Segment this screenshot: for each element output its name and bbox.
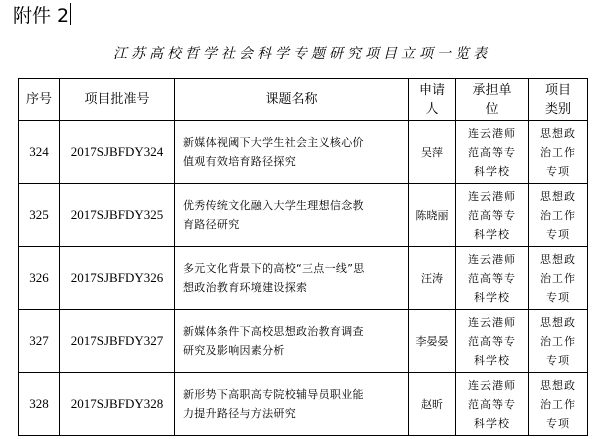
cell-seq: 328: [19, 373, 60, 436]
header-seq: 序号: [19, 79, 60, 121]
cell-unit-line3: 科学校: [474, 353, 510, 367]
cell-name-line2: 值观有效培育路径探究: [183, 155, 296, 168]
cell-type-line1: 思想政: [540, 378, 576, 392]
cell-unit-line2: 范高等专: [468, 397, 516, 411]
cell-seq: 324: [19, 121, 60, 184]
cell-name: [175, 184, 409, 247]
cell-seq: 327: [19, 310, 60, 373]
cell-code: 2017SJBFDY325: [60, 184, 175, 247]
cell-seq: 326: [19, 247, 60, 310]
cell-name-line1: 新媒体条件下高校思想政治教育调查: [183, 325, 364, 338]
table-row: [19, 121, 588, 184]
header-unit-line2: 位: [485, 101, 499, 117]
table-row: [19, 310, 588, 373]
header-type-line1: 项目: [544, 82, 571, 98]
header-name: 课题名称: [175, 79, 409, 121]
cell-unit-line1: 连云港师: [468, 252, 516, 266]
cell-unit: [456, 373, 529, 436]
cell-type-line3: 专项: [546, 353, 570, 367]
attachment-text: 附件 2: [13, 5, 70, 27]
text-cursor: [70, 3, 71, 25]
header-type: [529, 79, 588, 121]
cell-unit-line1: 连云港师: [468, 126, 516, 140]
header-applicant-line2: 人: [425, 101, 439, 117]
cell-type-line1: 思想政: [540, 126, 576, 140]
cell-applicant: 吴萍: [409, 121, 456, 184]
cell-unit-line1: 连云港师: [468, 378, 516, 392]
cell-applicant: 汪涛: [409, 247, 456, 310]
header-applicant-line1: 申请: [418, 82, 445, 98]
cell-name-line1: 优秀传统文化融入大学生理想信念教: [183, 199, 364, 212]
cell-type-line2: 治工作: [540, 397, 576, 411]
cell-name-line2: 研究及影响因素分析: [183, 344, 285, 357]
header-code: 项目批准号: [60, 79, 175, 121]
cell-name-line2: 力提升路径与方法研究: [183, 407, 296, 420]
cell-unit-line2: 范高等专: [468, 145, 516, 159]
cell-type: [529, 310, 588, 373]
document-title: 江苏高校哲学社会科学专题研究项目立项一览表: [113, 46, 491, 62]
cell-unit-line3: 科学校: [474, 416, 510, 430]
cell-code: 2017SJBFDY326: [60, 247, 175, 310]
cell-name: [175, 247, 409, 310]
table-header-row: [19, 79, 588, 121]
cell-type: [529, 121, 588, 184]
cell-code: 2017SJBFDY328: [60, 373, 175, 436]
cell-type-line3: 专项: [546, 290, 570, 304]
table-row: [19, 247, 588, 310]
cell-code: 2017SJBFDY327: [60, 310, 175, 373]
cell-unit-line3: 科学校: [474, 227, 510, 241]
cell-type-line1: 思想政: [540, 189, 576, 203]
cell-type-line2: 治工作: [540, 145, 576, 159]
cell-unit-line2: 范高等专: [468, 334, 516, 348]
cell-type-line1: 思想政: [540, 315, 576, 329]
header-unit-line1: 承担单: [472, 82, 512, 98]
cell-type: [529, 247, 588, 310]
cell-applicant: 李晏晏: [409, 310, 456, 373]
cell-unit-line2: 范高等专: [468, 271, 516, 285]
cell-unit-line3: 科学校: [474, 290, 510, 304]
cell-name: [175, 310, 409, 373]
header-type-line2: 类别: [544, 101, 571, 117]
cell-applicant: 陈晓丽: [409, 184, 456, 247]
cell-type-line1: 思想政: [540, 252, 576, 266]
cell-unit: [456, 247, 529, 310]
project-table: [18, 78, 588, 436]
header-applicant: [409, 79, 456, 121]
cell-type-line3: 专项: [546, 227, 570, 241]
cell-unit: [456, 121, 529, 184]
cell-name-line2: 育路径研究: [183, 218, 240, 231]
header-unit: [456, 79, 529, 121]
table-row: [19, 184, 588, 247]
table-row: [19, 373, 588, 436]
cell-type-line3: 专项: [546, 416, 570, 430]
cell-unit: [456, 184, 529, 247]
cell-code: 2017SJBFDY324: [60, 121, 175, 184]
cell-applicant: 赵昕: [409, 373, 456, 436]
cell-unit-line1: 连云港师: [468, 315, 516, 329]
cell-unit: [456, 310, 529, 373]
cell-name: [175, 373, 409, 436]
cell-type: [529, 184, 588, 247]
cell-type-line2: 治工作: [540, 208, 576, 222]
cell-unit-line1: 连云港师: [468, 189, 516, 203]
cell-type-line2: 治工作: [540, 271, 576, 285]
cell-unit-line2: 范高等专: [468, 208, 516, 222]
attachment-label: [13, 3, 71, 28]
cell-name-line1: 多元文化背景下的高校“三点一线”思: [183, 262, 365, 275]
cell-name-line2: 想政治教育环境建设探索: [183, 281, 308, 294]
cell-type-line2: 治工作: [540, 334, 576, 348]
cell-name: [175, 121, 409, 184]
cell-type-line3: 专项: [546, 164, 570, 178]
cell-seq: 325: [19, 184, 60, 247]
cell-type: [529, 373, 588, 436]
cell-name-line1: 新形势下高职高专院校辅导员职业能: [183, 388, 364, 401]
cell-name-line1: 新媒体视阈下大学生社会主义核心价: [183, 136, 364, 149]
cell-unit-line3: 科学校: [474, 164, 510, 178]
